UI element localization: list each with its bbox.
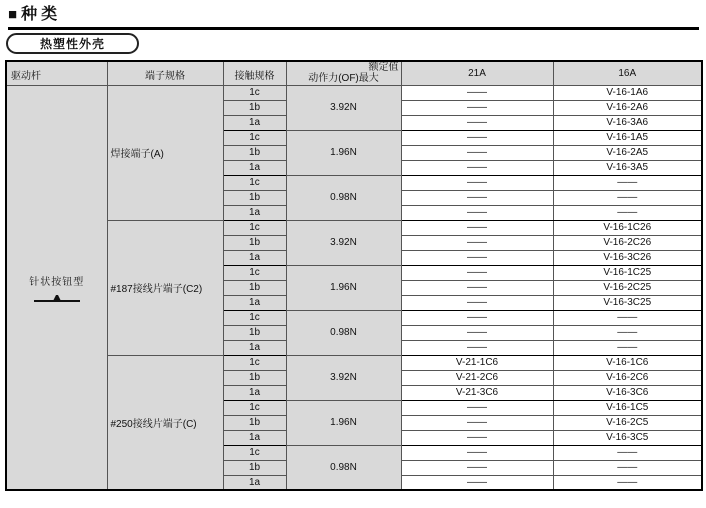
header-terminal: 端子规格 [107, 61, 223, 85]
model-21a-cell: —— [401, 400, 553, 415]
model-16a-cell: —— [553, 460, 702, 475]
contact-cell: 1b [223, 145, 286, 160]
operating-force-cell: 1.96N [286, 130, 401, 175]
model-21a-cell: —— [401, 250, 553, 265]
contact-cell: 1b [223, 415, 286, 430]
header-rated-16a: 16A [553, 61, 702, 85]
table-row [6, 85, 702, 100]
model-21a-cell: —— [401, 415, 553, 430]
contact-cell: 1b [223, 190, 286, 205]
model-21a-cell: —— [401, 220, 553, 235]
model-21a-cell: —— [401, 325, 553, 340]
model-21a-cell: —— [401, 295, 553, 310]
model-16a-cell: V-16-1C6 [553, 355, 702, 370]
actuator-label: 针状按钮型 [29, 276, 85, 288]
contact-cell: 1b [223, 280, 286, 295]
table-header-row [6, 61, 702, 85]
model-21a-cell: —— [401, 145, 553, 160]
contact-cell: 1a [223, 160, 286, 175]
housing-type-badge: 热塑性外壳 [6, 33, 139, 54]
model-21a-cell: —— [401, 460, 553, 475]
model-21a-cell: —— [401, 190, 553, 205]
contact-cell: 1a [223, 250, 286, 265]
contact-cell: 1b [223, 325, 286, 340]
actuator-cell [6, 85, 107, 490]
model-21a-cell: —— [401, 130, 553, 145]
model-21a-cell: V-21-3C6 [401, 385, 553, 400]
section-title-square-icon: ■ [8, 6, 18, 24]
model-16a-cell: V-16-1C5 [553, 400, 702, 415]
model-16a-cell: V-16-2A6 [553, 100, 702, 115]
model-16a-cell: V-16-2C26 [553, 235, 702, 250]
pin-plunger-base-line [34, 300, 80, 302]
model-21a-cell: —— [401, 205, 553, 220]
operating-force-cell: 1.96N [286, 400, 401, 445]
contact-cell: 1c [223, 310, 286, 325]
model-16a-cell: V-16-3A5 [553, 160, 702, 175]
model-21a-cell: —— [401, 310, 553, 325]
model-16a-cell: V-16-3C6 [553, 385, 702, 400]
model-21a-cell: —— [401, 430, 553, 445]
operating-force-cell: 3.92N [286, 220, 401, 265]
model-16a-cell: V-16-1A5 [553, 130, 702, 145]
model-16a-cell: V-16-1C26 [553, 220, 702, 235]
model-16a-cell: V-16-1C25 [553, 265, 702, 280]
model-16a-cell: —— [553, 325, 702, 340]
model-21a-cell: —— [401, 160, 553, 175]
contact-cell: 1b [223, 100, 286, 115]
contact-cell: 1b [223, 370, 286, 385]
model-16a-cell: —— [553, 445, 702, 460]
terminal-cell: 焊接端子(A) [107, 85, 223, 220]
pin-plunger-icon [34, 295, 80, 302]
header-rated-21a: 21A [401, 61, 553, 85]
model-16a-cell: V-16-2C25 [553, 280, 702, 295]
model-21a-cell: V-21-1C6 [401, 355, 553, 370]
operating-force-cell: 3.92N [286, 355, 401, 400]
model-21a-cell: —— [401, 85, 553, 100]
contact-cell: 1a [223, 295, 286, 310]
table-row [6, 355, 702, 370]
contact-cell: 1c [223, 265, 286, 280]
model-16a-cell: V-16-3C5 [553, 430, 702, 445]
contact-cell: 1b [223, 235, 286, 250]
table-row [6, 220, 702, 235]
model-16a-cell: V-16-2A5 [553, 145, 702, 160]
operating-force-cell: 3.92N [286, 85, 401, 130]
terminal-cell: #250接线片端子(C) [107, 355, 223, 490]
model-16a-cell: —— [553, 340, 702, 355]
operating-force-cell: 0.98N [286, 175, 401, 220]
header-operating-force-label: 动作力(OF)最大 [308, 73, 379, 84]
contact-cell: 1a [223, 475, 286, 490]
contact-cell: 1a [223, 385, 286, 400]
model-16a-cell: V-16-1A6 [553, 85, 702, 100]
model-21a-cell: —— [401, 445, 553, 460]
operating-force-cell: 0.98N [286, 445, 401, 490]
model-21a-cell: V-21-2C6 [401, 370, 553, 385]
model-16a-cell: —— [553, 205, 702, 220]
contact-cell: 1c [223, 175, 286, 190]
header-rated-value: 额定值 [368, 62, 399, 73]
model-21a-cell: —— [401, 265, 553, 280]
model-16a-cell: V-16-3C25 [553, 295, 702, 310]
model-16a-cell: —— [553, 175, 702, 190]
model-16a-cell: V-16-2C5 [553, 415, 702, 430]
operating-force-cell: 1.96N [286, 265, 401, 310]
contact-cell: 1a [223, 340, 286, 355]
section-title-text: 种类 [21, 6, 62, 23]
contact-cell: 1a [223, 430, 286, 445]
model-16a-cell: V-16-2C6 [553, 370, 702, 385]
model-21a-cell: —— [401, 175, 553, 190]
title-underline [8, 27, 699, 30]
terminal-cell: #187接线片端子(C2) [107, 220, 223, 355]
contact-cell: 1a [223, 115, 286, 130]
header-actuator: 驱动杆 [6, 61, 107, 85]
contact-cell: 1c [223, 130, 286, 145]
contact-cell: 1a [223, 205, 286, 220]
actuator-type [7, 273, 107, 302]
contact-cell: 1c [223, 445, 286, 460]
model-21a-cell: —— [401, 340, 553, 355]
model-16a-cell: V-16-3C26 [553, 250, 702, 265]
model-16a-cell: —— [553, 190, 702, 205]
model-21a-cell: —— [401, 280, 553, 295]
model-selection-table [5, 60, 703, 491]
contact-cell: 1c [223, 85, 286, 100]
contact-cell: 1b [223, 460, 286, 475]
contact-cell: 1c [223, 400, 286, 415]
model-21a-cell: —— [401, 115, 553, 130]
model-21a-cell: —— [401, 475, 553, 490]
model-16a-cell: —— [553, 475, 702, 490]
model-21a-cell: —— [401, 235, 553, 250]
operating-force-cell: 0.98N [286, 310, 401, 355]
model-16a-cell: V-16-3A6 [553, 115, 702, 130]
contact-cell: 1c [223, 220, 286, 235]
header-contact: 接触规格 [223, 61, 286, 85]
header-operating-force [286, 61, 401, 85]
section-title [8, 5, 61, 24]
model-21a-cell: —— [401, 100, 553, 115]
contact-cell: 1c [223, 355, 286, 370]
spec-table-body [6, 85, 702, 490]
model-16a-cell: —— [553, 310, 702, 325]
